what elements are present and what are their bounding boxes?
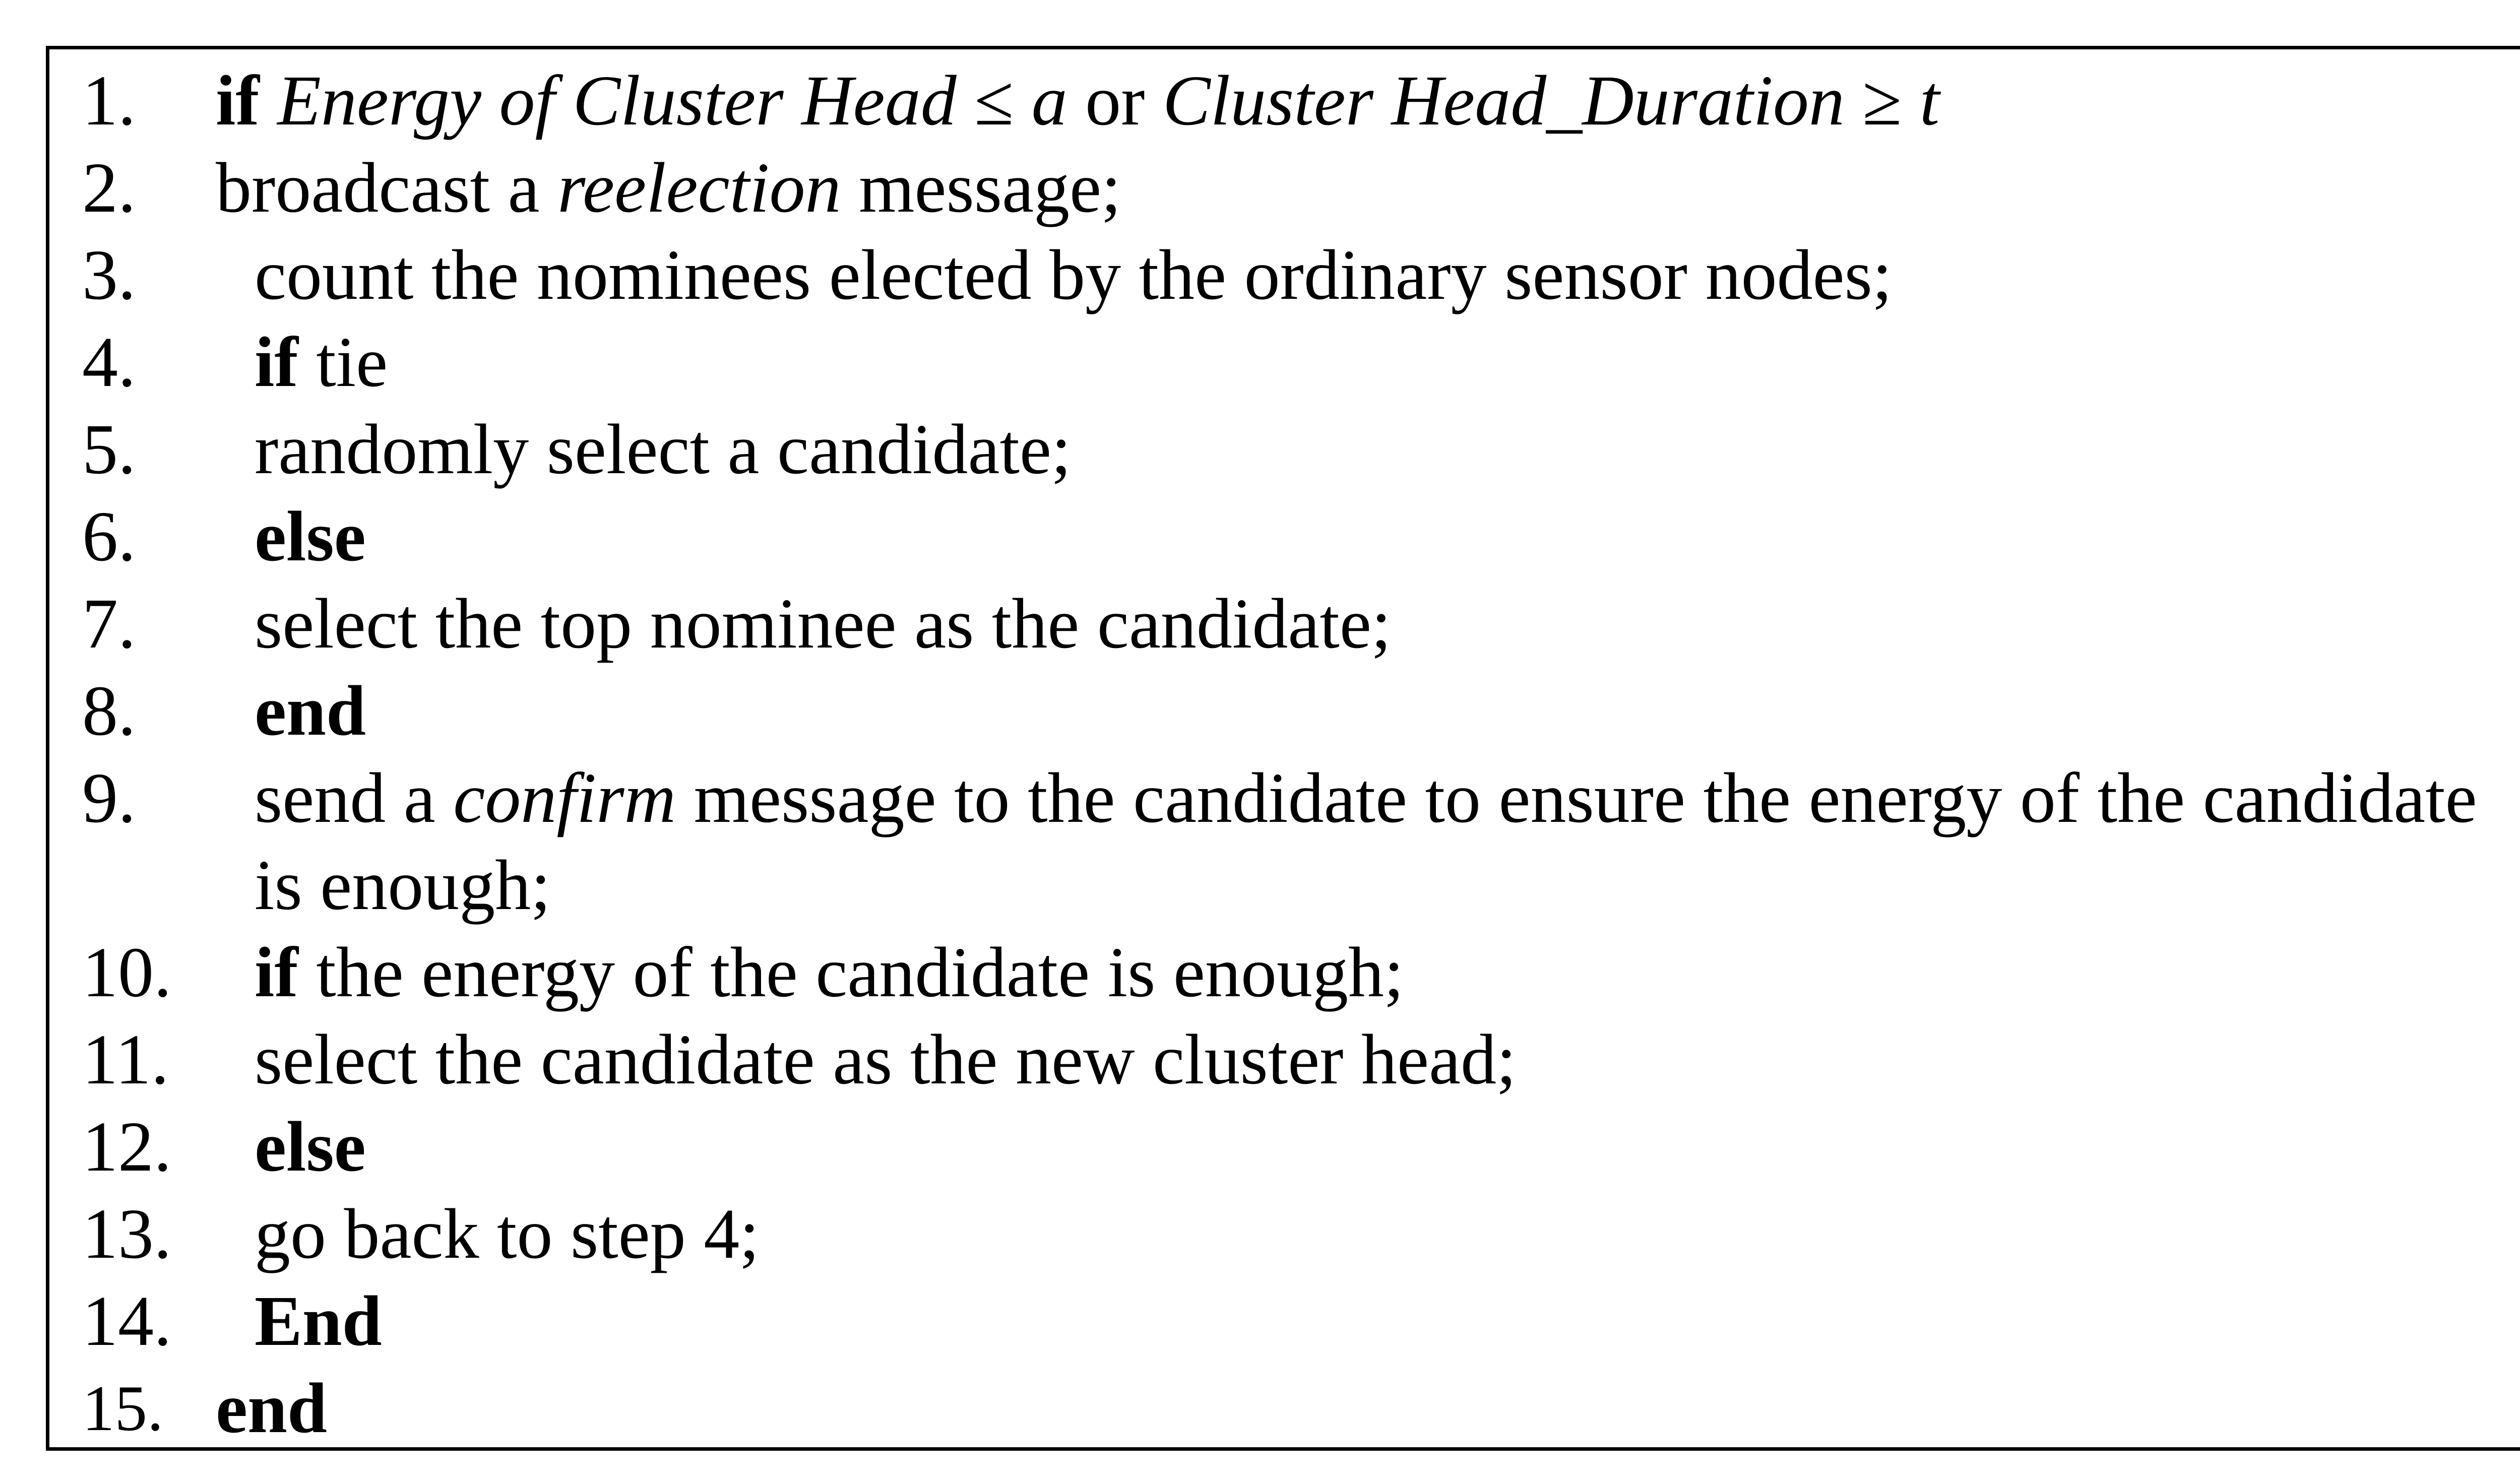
keyword-end: End [255,1281,382,1361]
operator-leq: ≤ [956,60,1032,140]
line-text [255,667,366,754]
line-number: 1. [82,60,136,140]
variable-energy-of-cluster-head: Energy of Cluster Head [277,60,957,140]
operator-geq: ≥ [1844,60,1920,140]
line-number: 10. [82,932,172,1012]
line-number: 13. [82,1194,172,1273]
line-text [255,1016,1517,1103]
line-text [255,754,2477,842]
text-segment: send a [255,758,454,837]
keyword-end: end [255,671,366,750]
line-text [216,1365,327,1452]
variable-a: a [1031,60,1067,140]
text-segment: broadcast a [216,148,558,227]
text-segment: is enough; [255,845,551,925]
line-text [216,144,1121,231]
line-text [255,231,1892,318]
line-text [255,1103,366,1190]
line-number: 9. [82,758,136,837]
algorithm-box [46,46,2520,1451]
text-segment: select the candidate as the new cluster head; [255,1019,1517,1099]
line-text [255,318,388,406]
line-number: 15. [82,1372,164,1444]
line-text [255,929,1404,1016]
line-number: 12. [82,1107,172,1186]
text-segment: go back to step 4; [255,1194,760,1273]
text-segment: the energy of the candidate is enough; [298,932,1404,1012]
line-number: 2. [82,148,136,227]
text-segment [260,60,278,140]
keyword-if: if [216,60,260,140]
text-segment: message; [841,148,1121,227]
line-text [255,1190,760,1277]
line-text [255,580,1391,667]
keyword-else: else [255,496,366,576]
line-number: 7. [82,584,136,663]
text-segment: count the nominees elected by the ordinary sensor nodes; [255,235,1893,314]
keyword-end: end [216,1368,327,1448]
line-number: 11. [82,1019,169,1099]
line-number: 14. [82,1281,172,1361]
variable-t: t [1919,60,1940,140]
variable-cluster-head-duration: Cluster Head_Duration [1162,60,1845,140]
line-text [216,57,1939,144]
text-segment: randomly select a candidate; [255,409,1072,489]
keyword-else: else [255,1107,366,1186]
keyword-if: if [255,932,298,1012]
keyword-or: or [1067,60,1163,140]
line-text [255,842,551,929]
line-text [255,493,366,580]
term-reelection: reelection [557,148,841,227]
line-number: 5. [82,409,136,489]
keyword-if: if [255,322,298,402]
line-number: 3. [82,235,136,314]
text-segment: tie [298,322,388,402]
text-segment: select the top nominee as the candidate; [255,584,1392,663]
term-confirm: confirm [453,758,676,837]
line-number: 4. [82,322,136,402]
line-number: 8. [82,671,136,750]
line-number: 6. [82,496,136,576]
line-text [255,1277,382,1365]
line-text [255,406,1071,493]
text-segment: message to the candidate to ensure the energy of the candidate [676,758,2477,837]
